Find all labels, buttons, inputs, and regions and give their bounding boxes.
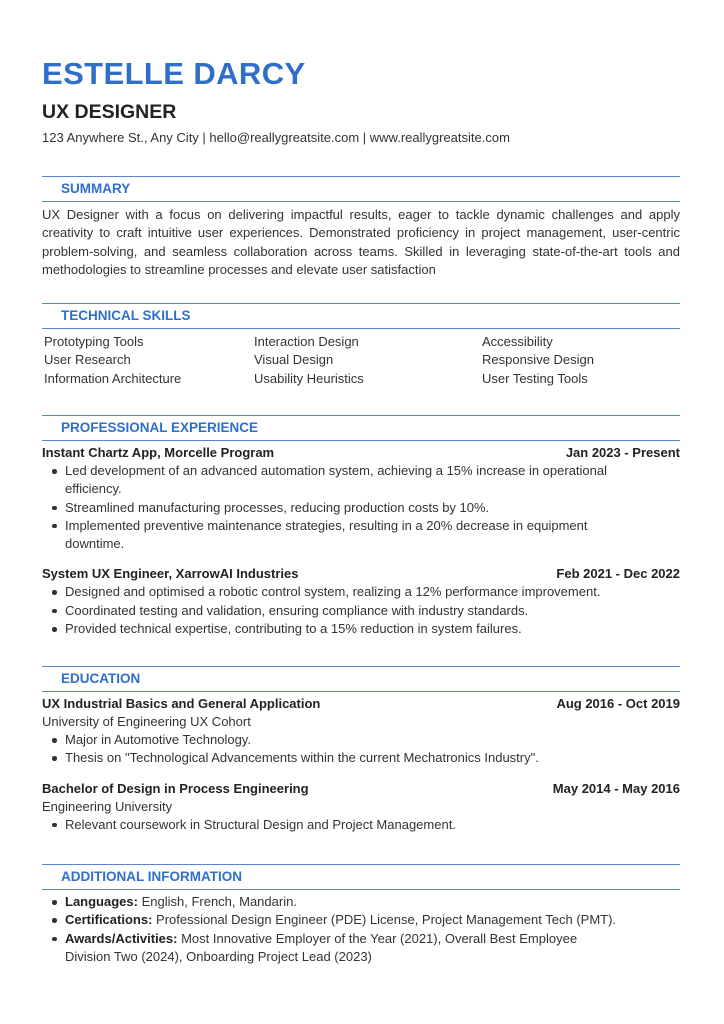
list-item: Implemented preventive maintenance strategies, resulting in a 20% decrease in equipment downtime. [65, 517, 680, 554]
contact-line: 123 Anywhere St., Any City | hello@reallygreatsite.com | www.reallygreatsite.com [42, 130, 510, 145]
skill-item: Visual Design [254, 352, 334, 368]
list-item: Relevant coursework in Structural Design and Project Management. [65, 816, 680, 834]
job-header [42, 565, 680, 583]
list-item: Major in Automotive Technology. [65, 731, 680, 749]
job-dates: Feb 2021 - Dec 2022 [556, 566, 680, 582]
skills-column [254, 333, 482, 388]
item-label: Languages: [65, 894, 138, 909]
summary-text: UX Designer with a focus on delivering impactful results, eager to tackle dynamic challenges and apply creativity to craft intuitive user experiences. Demonstrated proficiency in project management, user-centric problem-solving, and seamless collaboration across teams. Skilled in leveraging state-of-the-art tools and methodologies to streamline processes and elevate user satisfaction [42, 207, 680, 277]
additional-bullets [42, 893, 680, 966]
item-text: English, French, Mandarin. [137, 894, 297, 909]
summary-section [42, 176, 680, 279]
section-header [42, 864, 680, 890]
education-bullets [42, 816, 680, 834]
section-header [42, 303, 680, 329]
job-entry [42, 565, 680, 638]
list-item [65, 911, 680, 929]
job-header [42, 444, 680, 462]
section-header [42, 415, 680, 441]
item-label: Awards/Activities: [65, 930, 178, 946]
list-item: Designed and optimised a robotic control system, realizing a 12% performance improvement. [65, 583, 680, 601]
item-label: Certifications: [65, 912, 153, 928]
section-title: SUMMARY [61, 181, 131, 196]
item-text: Most Innovative Employer of the Year (2021), Overall Best Employee Division Two (2024), Onboarding Project Lead (2023) [65, 930, 578, 964]
section-title: ADDITIONAL INFORMATION [61, 869, 242, 884]
section-header [42, 176, 680, 202]
job-bullets [42, 462, 680, 553]
skill-item: Accessibility [482, 334, 553, 349]
school-name: University of Engineering UX Cohort [42, 714, 251, 729]
job-bullets [42, 583, 680, 638]
job-role: Instant Chartz App, Morcelle Program [42, 445, 275, 460]
list-item [65, 930, 680, 967]
skill-item: User Research [44, 352, 131, 368]
list-item: Provided technical expertise, contributing to a 15% reduction in system failures. [65, 620, 680, 638]
candidate-name: ESTELLE DARCY [42, 56, 306, 91]
job-title: UX DESIGNER [42, 101, 177, 123]
experience-section [42, 415, 680, 638]
skills-column [482, 333, 680, 388]
skills-grid [42, 333, 680, 388]
list-item: Led development of an advanced automation system, achieving a 15% increase in operational efficiency. [65, 462, 680, 499]
job-role: System UX Engineer, XarrowAI Industries [42, 566, 299, 582]
education-dates: Aug 2016 - Oct 2019 [556, 696, 680, 711]
degree-title: UX Industrial Basics and General Application [42, 696, 321, 711]
education-entry [42, 695, 680, 768]
job-entry [42, 444, 680, 553]
job-dates: Jan 2023 - Present [565, 445, 680, 460]
education-entry [42, 780, 680, 834]
degree-title: Bachelor of Design in Process Engineering [42, 780, 309, 796]
skills-column [42, 333, 254, 388]
skill-item: User Testing Tools [482, 370, 588, 386]
education-bullets [42, 731, 680, 768]
skill-item: Interaction Design [254, 334, 359, 349]
list-item [65, 893, 680, 911]
section-title: PROFESSIONAL EXPERIENCE [61, 420, 259, 435]
education-section [42, 666, 680, 834]
additional-section [42, 864, 680, 966]
section-header [42, 666, 680, 692]
section-title: EDUCATION [61, 671, 141, 686]
education-dates: May 2014 - May 2016 [552, 780, 680, 796]
skill-item: Usability Heuristics [254, 370, 364, 386]
skill-item: Responsive Design [482, 352, 595, 368]
list-item: Streamlined manufacturing processes, reducing production costs by 10%. [65, 499, 680, 517]
list-item: Coordinated testing and validation, ensuring compliance with industry standards. [65, 602, 680, 620]
section-title: TECHNICAL SKILLS [61, 308, 191, 323]
list-item: Thesis on "Technological Advancements within the current Mechatronics Industry". [65, 749, 680, 767]
school-name: Engineering University [42, 798, 173, 814]
education-header [42, 695, 680, 713]
item-text: Professional Design Engineer (PDE) License, Project Management Tech (PMT). [152, 912, 617, 928]
skills-section [42, 303, 680, 388]
skill-item: Prototyping Tools [44, 334, 144, 349]
education-header [42, 780, 680, 798]
skill-item: Information Architecture [44, 370, 182, 386]
